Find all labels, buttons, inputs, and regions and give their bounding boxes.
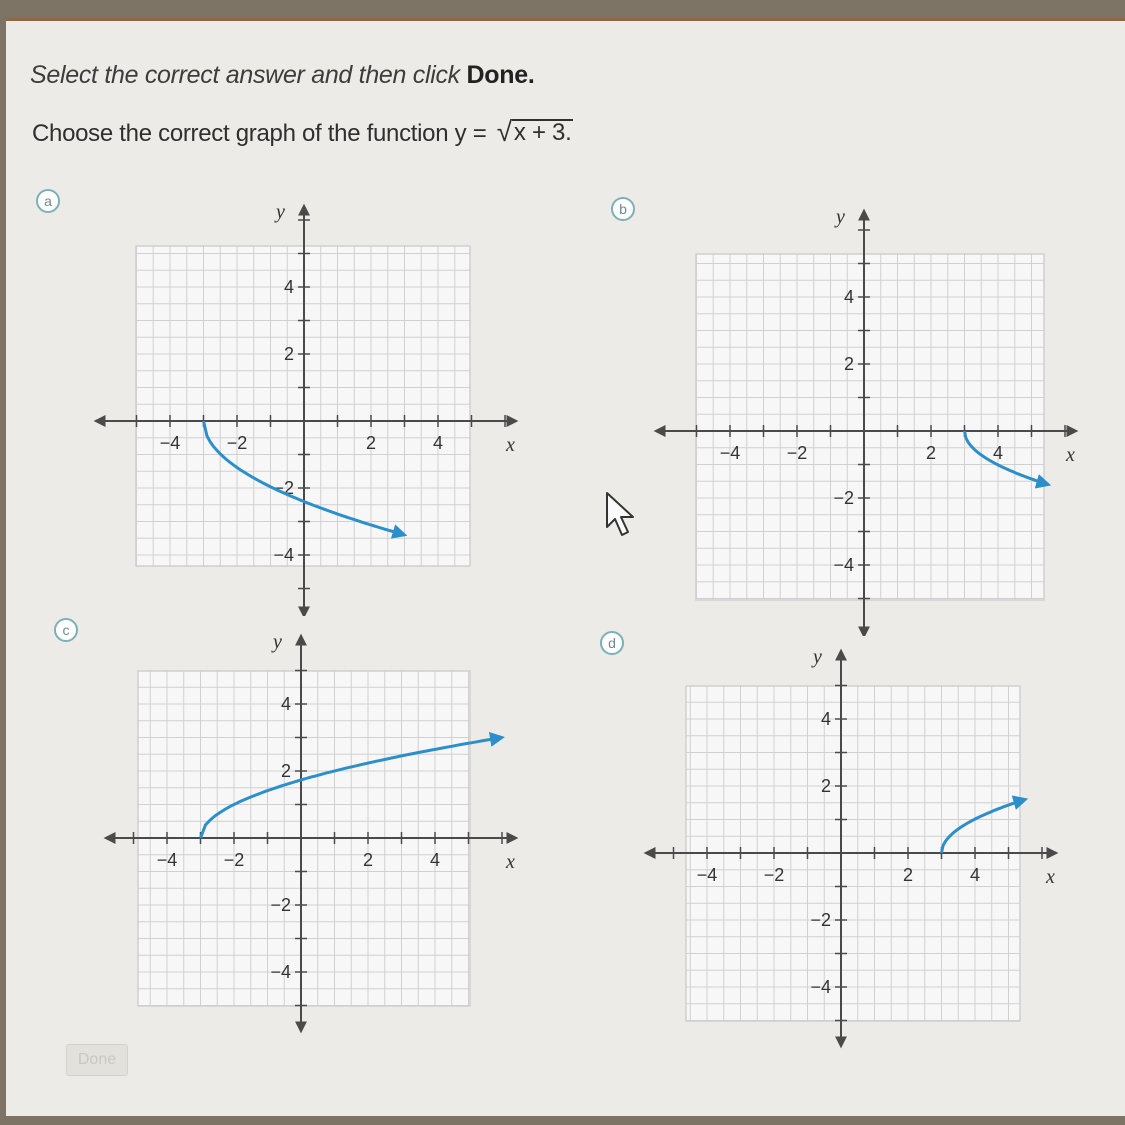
option-a-label: a	[44, 193, 52, 209]
option-b-label: b	[619, 201, 627, 217]
option-a-y-tick-label: −2	[273, 478, 294, 498]
option-c-y-tick-label: 2	[280, 761, 291, 781]
option-d-y-tick-label: −4	[810, 977, 831, 997]
option-c-x-axis-label: x	[506, 851, 515, 873]
option-b-y-tick-label: −2	[833, 488, 854, 508]
square-root-expression	[496, 116, 574, 147]
option-d-x-axis-label: x	[1046, 866, 1055, 888]
instruction-text	[30, 61, 535, 90]
option-c-x-tick-label: 2	[362, 850, 374, 870]
option-a-y-tick-label: −4	[273, 545, 294, 565]
option-d-y-tick-label: −2	[810, 910, 831, 930]
option-d-x-tick-label: −4	[696, 865, 718, 885]
option-b-x-tick-label: −2	[786, 443, 808, 463]
graph-option-c[interactable]	[96, 616, 526, 1041]
radical-sign-icon: √	[496, 116, 512, 147]
option-a-y-tick-label: 4	[283, 277, 294, 297]
option-d-x-tick-label: −2	[763, 865, 785, 885]
option-c-y-axis-label: y	[273, 631, 282, 653]
option-a-y-axis-label: y	[276, 201, 285, 223]
instruction-prefix: Select the correct answer and then click	[30, 61, 460, 89]
option-b-radio[interactable]	[611, 197, 635, 221]
option-d-y-tick-label: 4	[820, 709, 831, 729]
option-c-y-tick-label: −2	[270, 895, 291, 915]
graph-option-d[interactable]	[636, 631, 1066, 1056]
done-button[interactable]: Done	[66, 1044, 128, 1076]
option-b-x-axis-label: x	[1066, 444, 1075, 466]
option-c-radio[interactable]	[54, 618, 78, 642]
option-a-radio[interactable]	[36, 189, 60, 213]
option-c-x-tick-label: −4	[156, 850, 178, 870]
option-b-x-tick-label: 2	[925, 443, 937, 463]
question-prompt: Choose the correct graph of the function y =	[32, 120, 487, 147]
option-a-x-tick-label: −2	[226, 433, 248, 453]
option-b-y-tick-label: −4	[833, 555, 854, 575]
option-b-y-tick-label: 4	[843, 287, 854, 307]
question-panel	[6, 18, 1125, 1116]
option-a-x-tick-label: 4	[432, 433, 444, 453]
option-d-radio[interactable]	[600, 631, 624, 655]
option-a-x-tick-label: 2	[365, 433, 377, 453]
graph-option-a[interactable]	[86, 176, 526, 616]
option-c-y-tick-label: −4	[270, 962, 291, 982]
question-text	[32, 116, 573, 148]
instruction-action: Done.	[466, 61, 535, 89]
option-c-y-tick-label: 4	[280, 694, 291, 714]
option-b-x-tick-label: −4	[719, 443, 741, 463]
option-d-x-tick-label: 4	[969, 865, 981, 885]
radicand: x + 3.	[513, 119, 572, 146]
option-a-y-tick-label: 2	[283, 344, 294, 364]
option-c-x-tick-label: −2	[223, 850, 245, 870]
option-d-y-axis-label: y	[813, 646, 822, 668]
option-b-y-axis-label: y	[836, 206, 845, 228]
option-a-x-axis-label: x	[506, 434, 515, 456]
option-d-label: d	[608, 635, 616, 651]
option-d-x-tick-label: 2	[902, 865, 914, 885]
option-c-x-tick-label: 4	[429, 850, 441, 870]
option-c-label: c	[62, 622, 70, 638]
option-a-x-tick-label: −4	[159, 433, 181, 453]
option-d-y-tick-label: 2	[820, 776, 831, 796]
mouse-pointer-icon	[603, 489, 643, 539]
option-b-x-tick-label: 4	[992, 443, 1004, 463]
option-b-y-tick-label: 2	[843, 354, 854, 374]
graph-option-b[interactable]	[646, 186, 1086, 636]
